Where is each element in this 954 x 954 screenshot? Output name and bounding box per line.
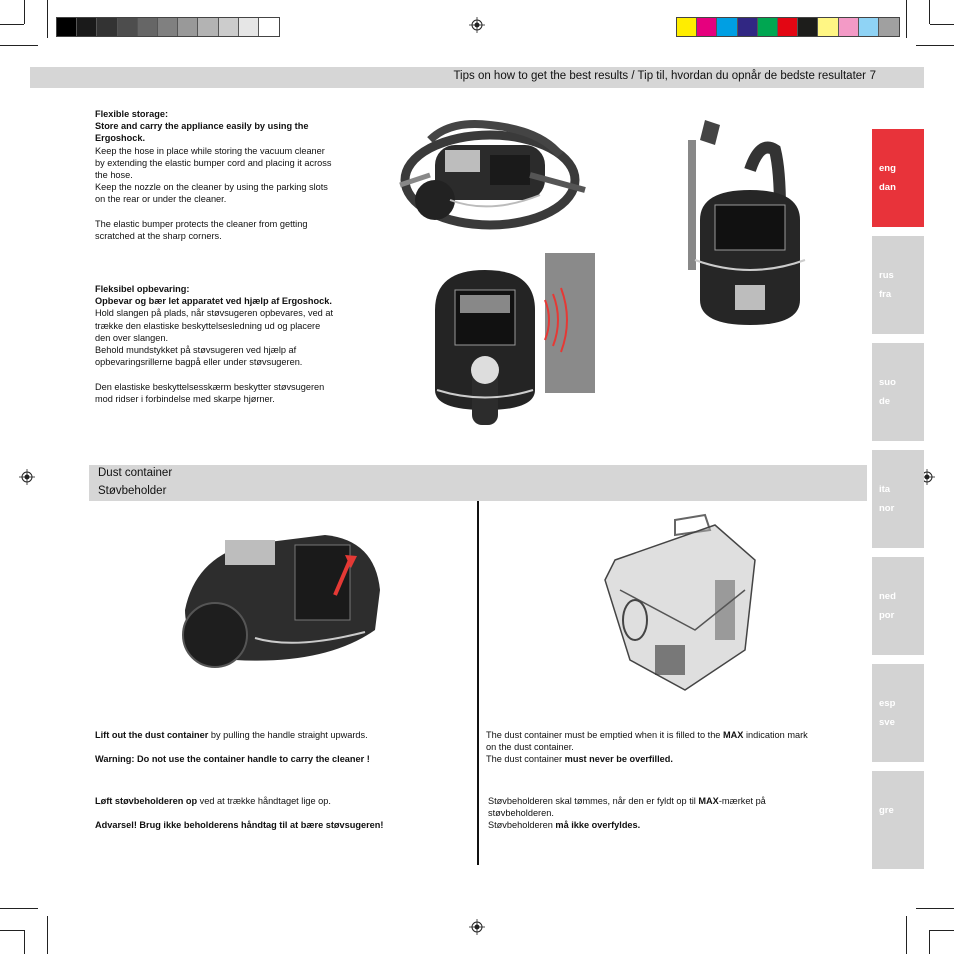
- section-title-en: Dust container: [98, 467, 173, 479]
- dust-empty-en-2: indication mark on the dust container.: [486, 730, 808, 753]
- dust-container-illustration: [595, 510, 765, 700]
- crop-mark: [24, 0, 25, 24]
- storage-text-en: [95, 108, 335, 242]
- column-divider: [477, 501, 479, 865]
- lang-tab-label: ita: [879, 484, 891, 495]
- color-swatch: [198, 18, 218, 36]
- lang-tab-label: eng: [879, 163, 896, 174]
- dust-empty-da-1: Støvbeholderen skal tømmes, når den er fyldt op til: [488, 796, 699, 806]
- storage-body3-en: The elastic bumper protects the cleaner from getting scratched at the sharp corners.: [95, 218, 308, 242]
- vacuum-bumper-illustration: [425, 250, 600, 430]
- storage-body2-en: Keep the nozzle on the cleaner by using the parking slots on the rear or under the cleaner.: [95, 182, 328, 205]
- section-header-dust-container: [89, 465, 867, 501]
- lang-tab-label: fra: [879, 289, 892, 300]
- crop-mark: [0, 45, 38, 46]
- lang-tab-ned[interactable]: [872, 557, 924, 655]
- crop-mark: [0, 930, 24, 931]
- dust-lift-en-rest: by pulling the handle straight upwards.: [208, 730, 368, 740]
- dust-empty-text-en: [486, 729, 816, 766]
- lang-tab-ita[interactable]: [872, 450, 924, 548]
- storage-title-en: Flexible storage:: [95, 109, 169, 119]
- grayscale-color-bar: [56, 17, 280, 37]
- dust-empty-da-bold: må ikke overfyldes.: [555, 820, 641, 831]
- page-title: Tips on how to get the best results / Tip til, hvordan du opnår de bedste resultater: [453, 70, 866, 82]
- lang-tab-label: suo: [879, 377, 896, 388]
- dust-empty-text-da: [488, 795, 798, 832]
- dust-empty-en-3: The dust container: [486, 754, 565, 765]
- color-swatch: [697, 18, 717, 36]
- dust-empty-da-max: MAX: [698, 796, 719, 806]
- lang-tab-label: de: [879, 396, 891, 407]
- storage-subtitle-en: Store and carry the appliance easily by using the Ergoshock.: [95, 121, 309, 144]
- lang-tab-label: ned: [879, 591, 896, 602]
- vacuum-upright-illustration: [680, 110, 830, 335]
- color-swatch: [219, 18, 239, 36]
- lang-tab-label: esp: [879, 698, 896, 709]
- lang-tab-label: por: [879, 610, 895, 621]
- lang-tab-label: sve: [879, 717, 895, 728]
- crop-mark: [47, 916, 48, 954]
- dust-warning-da: Advarsel! Brug ikke beholderens håndtag til at bære støvsugeren!: [95, 820, 384, 831]
- color-swatch: [158, 18, 178, 36]
- color-swatch: [677, 18, 697, 36]
- color-swatch: [778, 18, 798, 36]
- dust-lift-da-bold: Løft støvbeholderen op: [95, 796, 198, 806]
- lang-tab-label: rus: [879, 270, 894, 281]
- vacuum-dust-container-lift-illustration: [175, 520, 390, 675]
- storage-body3-da: Den elastiske beskyttelsesskærm beskytter støvsugeren mod ridser i forbindelse med skarpe hjørner.: [95, 381, 325, 404]
- process-color-bar: [676, 17, 900, 37]
- storage-body2-da: Behold mundstykket på støvsugeren ved hjælp af opbevaringsrillerne bagpå eller under støvsugeren.: [95, 345, 303, 368]
- color-swatch: [57, 18, 77, 36]
- crop-mark: [0, 24, 24, 25]
- color-swatch: [259, 18, 279, 36]
- crop-mark: [916, 908, 954, 909]
- dust-empty-en-1: The dust container must be emptied when it is filled to the: [486, 730, 723, 740]
- color-swatch: [239, 18, 259, 36]
- storage-body1-en: Keep the hose in place while storing the vacuum cleaner by extending the elastic bumper cord and placing it across the hose.: [95, 145, 332, 181]
- color-swatch: [97, 18, 117, 36]
- section-title-da: Støvbeholder: [98, 485, 167, 497]
- color-swatch: [138, 18, 158, 36]
- dust-empty-da-3: Støvbeholderen: [488, 820, 556, 831]
- crop-mark: [47, 0, 48, 38]
- storage-title-da: Fleksibel opbevaring:: [95, 284, 190, 294]
- storage-body1-da: Hold slangen på plads, når støvsugeren opbevares, ved at trække den elastiske beskyttelsesledning ud og placere den over slangen.: [95, 308, 334, 343]
- color-swatch: [758, 18, 778, 36]
- dust-warning-en: Warning: Do not use the container handle to carry the cleaner !: [95, 754, 370, 765]
- dust-lift-en-bold: Lift out the dust container: [95, 730, 209, 740]
- dust-empty-da-2: -mærket på støvbeholderen.: [488, 796, 766, 819]
- color-swatch: [717, 18, 737, 36]
- lang-tab-rus[interactable]: [872, 236, 924, 334]
- lang-tab-eng[interactable]: [872, 129, 924, 227]
- lang-tab-esp[interactable]: [872, 664, 924, 762]
- dust-lift-text: [95, 729, 465, 766]
- color-swatch: [798, 18, 818, 36]
- crop-mark: [906, 916, 907, 954]
- crop-mark: [929, 0, 930, 24]
- crop-mark: [906, 0, 907, 38]
- registration-mark-icon: [469, 17, 485, 33]
- storage-text-da: [95, 283, 335, 405]
- color-swatch: [859, 18, 879, 36]
- dust-empty-en-bold: must never be overfilled.: [564, 754, 673, 765]
- lang-tab-label: nor: [879, 503, 895, 514]
- registration-mark-icon: [469, 919, 485, 935]
- crop-mark: [24, 930, 25, 954]
- lang-tab-label: gre: [879, 805, 894, 816]
- dust-lift-text-da: [95, 795, 465, 832]
- crop-mark: [929, 930, 930, 954]
- page-number: 7: [869, 70, 876, 82]
- crop-mark: [0, 908, 38, 909]
- color-swatch: [839, 18, 859, 36]
- dust-empty-en-max: MAX: [722, 730, 744, 740]
- storage-subtitle-da: Opbevar og bær let apparatet ved hjælp af Ergoshock.: [95, 296, 332, 307]
- registration-mark-icon: [19, 469, 35, 485]
- color-swatch: [818, 18, 838, 36]
- color-swatch: [178, 18, 198, 36]
- lang-tab-gre[interactable]: [872, 771, 924, 869]
- vacuum-hose-storage-illustration: [390, 115, 590, 235]
- color-swatch: [118, 18, 138, 36]
- crop-mark: [916, 45, 954, 46]
- crop-mark: [930, 930, 954, 931]
- crop-mark: [930, 24, 954, 25]
- color-swatch: [879, 18, 899, 36]
- lang-tab-suo[interactable]: [872, 343, 924, 441]
- color-swatch: [77, 18, 97, 36]
- lang-tab-label: dan: [879, 182, 896, 193]
- color-swatch: [738, 18, 758, 36]
- page-header: [30, 67, 924, 88]
- dust-lift-da-rest: ved at trække håndtaget lige op.: [197, 796, 331, 806]
